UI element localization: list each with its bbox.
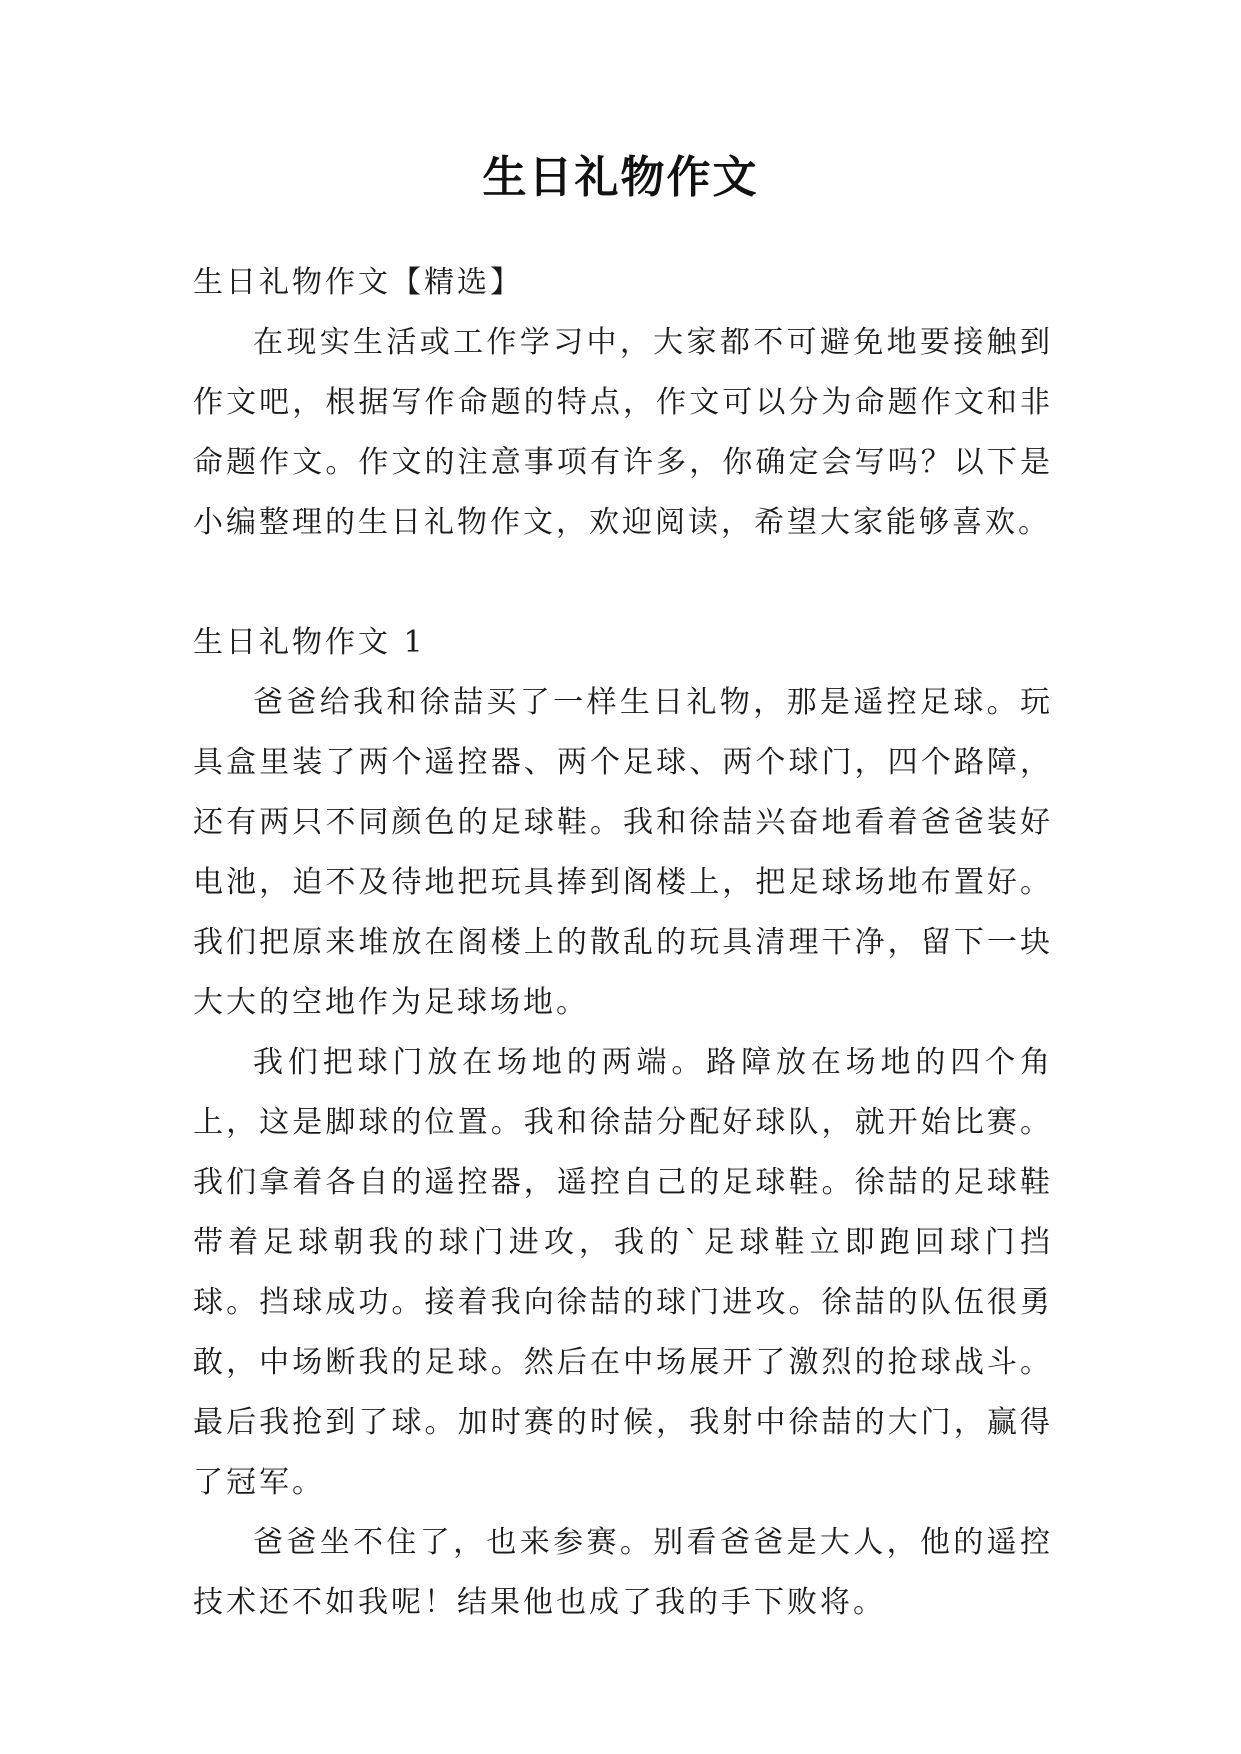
section-spacer — [193, 553, 1053, 613]
essay-1-heading: 生日礼物作文 1 — [193, 625, 426, 660]
essay-1-paragraph-1: 爸爸给我和徐喆买了一样生日礼物，那是遥控足球。玩具盒里装了两个遥控器、两个足球、两个球门，四个路障，还有两只不同颜色的足球鞋。我和徐喆兴奋地看着爸爸装好电池，迫不及待地把玩具捧到阁楼上，把足球场地布置好。我们把原来堆放在阁楼上的散乱的玩具清理干净，留下一块大大的空地作为足球场地。 — [193, 685, 1053, 1020]
intro-paragraph: 在现实生活或工作学习中，大家都不可避免地要接触到作文吧，根据写作命题的特点，作文可以分为命题作文和非命题作文。作文的注意事项有许多，你确定会写吗？以下是小编整理的生日礼物作文，欢迎阅读，希望大家能够喜欢。 — [193, 325, 1053, 540]
document-body — [193, 253, 1053, 1633]
page-title: 生日礼物作文 — [482, 152, 759, 203]
essay-1-paragraph-2: 我们把球门放在场地的两端。路障放在场地的四个角上，这是脚球的位置。我和徐喆分配好球队，就开始比赛。我们拿着各自的遥控器，遥控自己的足球鞋。徐喆的足球鞋带着足球朝我的球门进攻，我的`足球鞋立即跑回球门挡球。挡球成功。接着我向徐喆的球门进攻。徐喆的队伍很勇敢，中场断我的足球。然后在中场展开了激烈的抢球战斗。最后我抢到了球。加时赛的时候，我射中徐喆的大门，赢得了冠军。 — [193, 1045, 1053, 1500]
intro-heading: 生日礼物作文【精选】 — [193, 265, 523, 300]
essay-1-paragraph-3: 爸爸坐不住了，也来参赛。别看爸爸是大人，他的遥控技术还不如我呢！结果他也成了我的手下败将。 — [193, 1525, 1053, 1620]
